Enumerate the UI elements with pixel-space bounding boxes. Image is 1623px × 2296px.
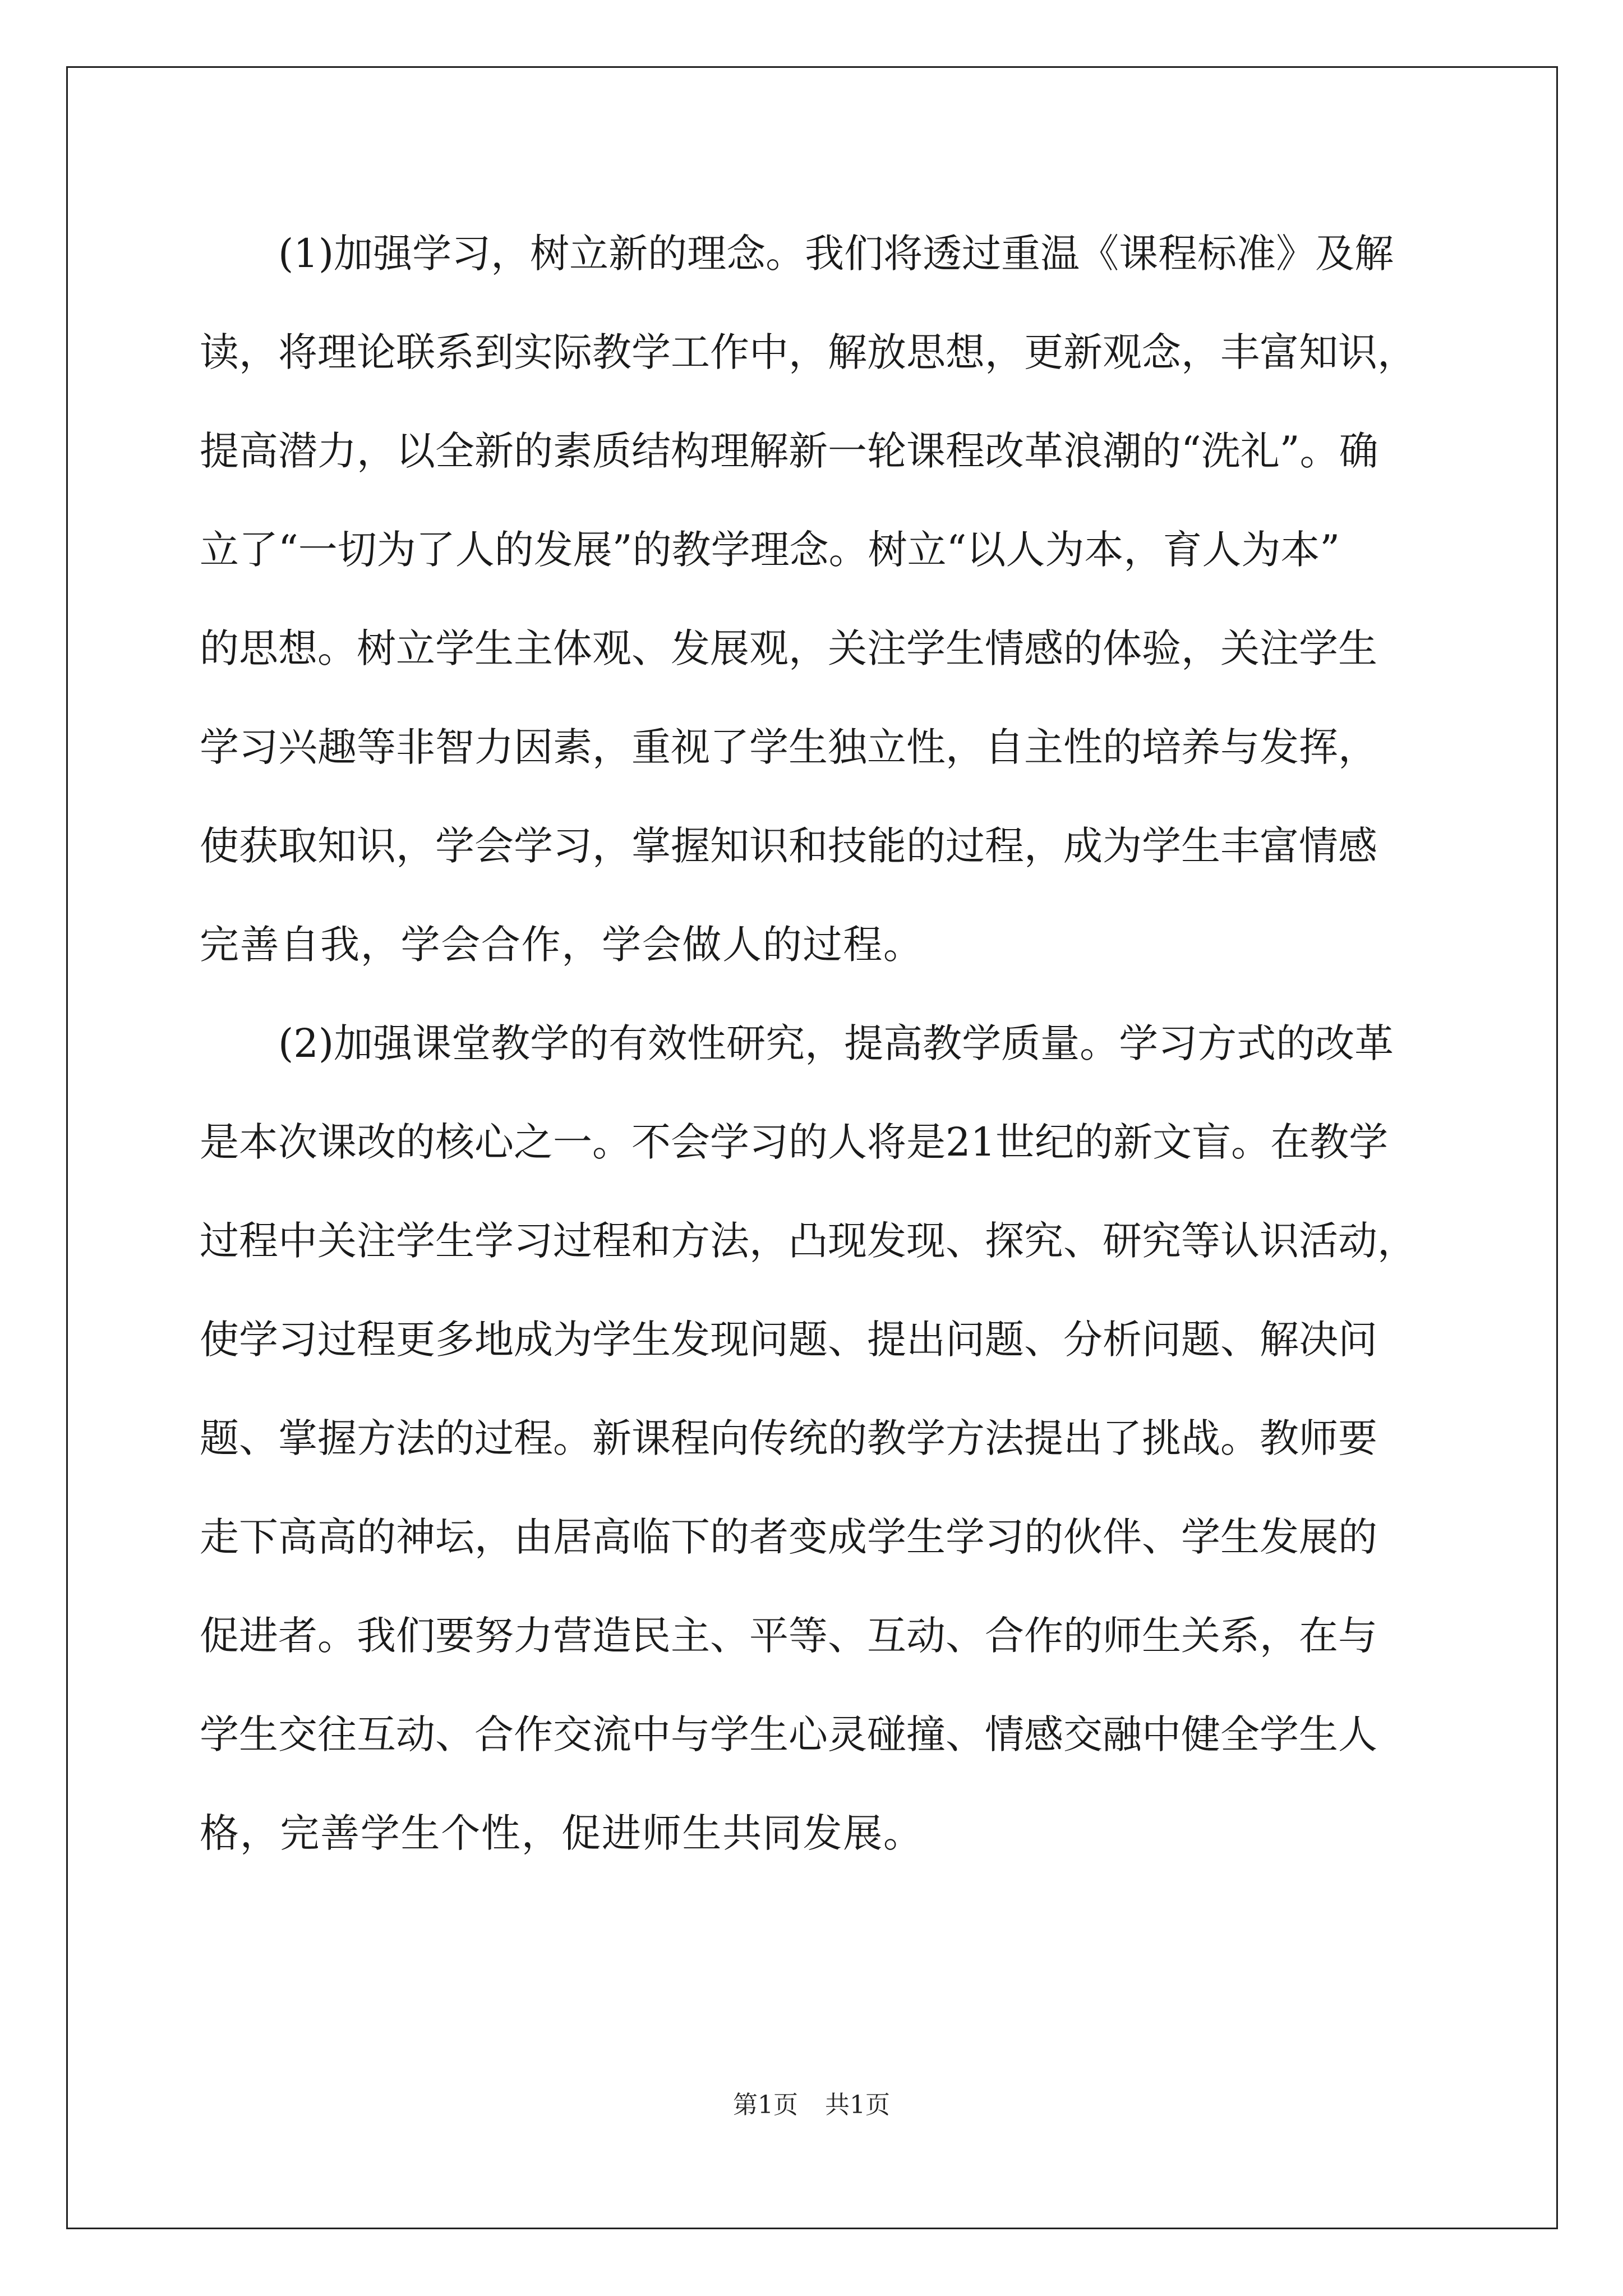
- text-line: 是本次课改的核心之一。不会学习的人将是21世纪的新文盲。在教学: [200, 1119, 1389, 1165]
- page-number: 第1页: [733, 2091, 798, 2119]
- document-body: [200, 204, 1440, 1883]
- page-footer: [0, 2085, 1623, 2120]
- text-line: (1)加强学习，树立新的理念。我们将透过重温《课程标准》及解: [200, 231, 1394, 277]
- text-line: 学习兴趣等非智力因素，重视了学生独立性，自主性的培养与发挥，: [200, 724, 1377, 770]
- paragraph-2: [200, 994, 1440, 1883]
- text-line: 使学习过程更多地成为学生发现问题、提出问题、分析问题、解决问: [200, 1317, 1377, 1363]
- text-line: 促进者。我们要努力营造民主、平等、互动、合作的师生关系，在与: [200, 1613, 1377, 1659]
- page-total: 共1页: [825, 2091, 890, 2119]
- text-line: 走下高高的神坛，由居高临下的者变成学生学习的伙伴、学生发展的: [200, 1514, 1377, 1560]
- text-line: 提高潜力，以全新的素质结构理解新一轮课程改革浪潮的“洗礼”。确: [200, 428, 1378, 474]
- text-line: 题、掌握方法的过程。新课程向传统的教学方法提出了挑战。教师要: [200, 1415, 1377, 1461]
- text-line: 的思想。树立学生主体观、发展观，关注学生情感的体验，关注学生: [200, 625, 1377, 671]
- text-line: 完善自我，学会合作，学会做人的过程。: [200, 922, 924, 968]
- text-line: 使获取知识，学会学习，掌握知识和技能的过程，成为学生丰富情感: [200, 823, 1377, 869]
- text-line: 立了“一切为了人的发展”的教学理念。树立“以人为本，育人为本”: [200, 527, 1340, 573]
- text-line: (2)加强课堂教学的有效性研究，提高教学质量。学习方式的改革: [200, 1020, 1394, 1066]
- paragraph-1: [200, 204, 1440, 994]
- text-line: 学生交往互动、合作交流中与学生心灵碰撞、情感交融中健全学生人: [200, 1711, 1377, 1757]
- text-line: 格，完善学生个性，促进师生共同发展。: [200, 1810, 924, 1856]
- text-line: 过程中关注学生学习过程和方法，凸现发现、探究、研究等认识活动，: [200, 1218, 1417, 1264]
- text-line: 读，将理论联系到实际教学工作中，解放思想，更新观念，丰富知识，: [200, 329, 1417, 375]
